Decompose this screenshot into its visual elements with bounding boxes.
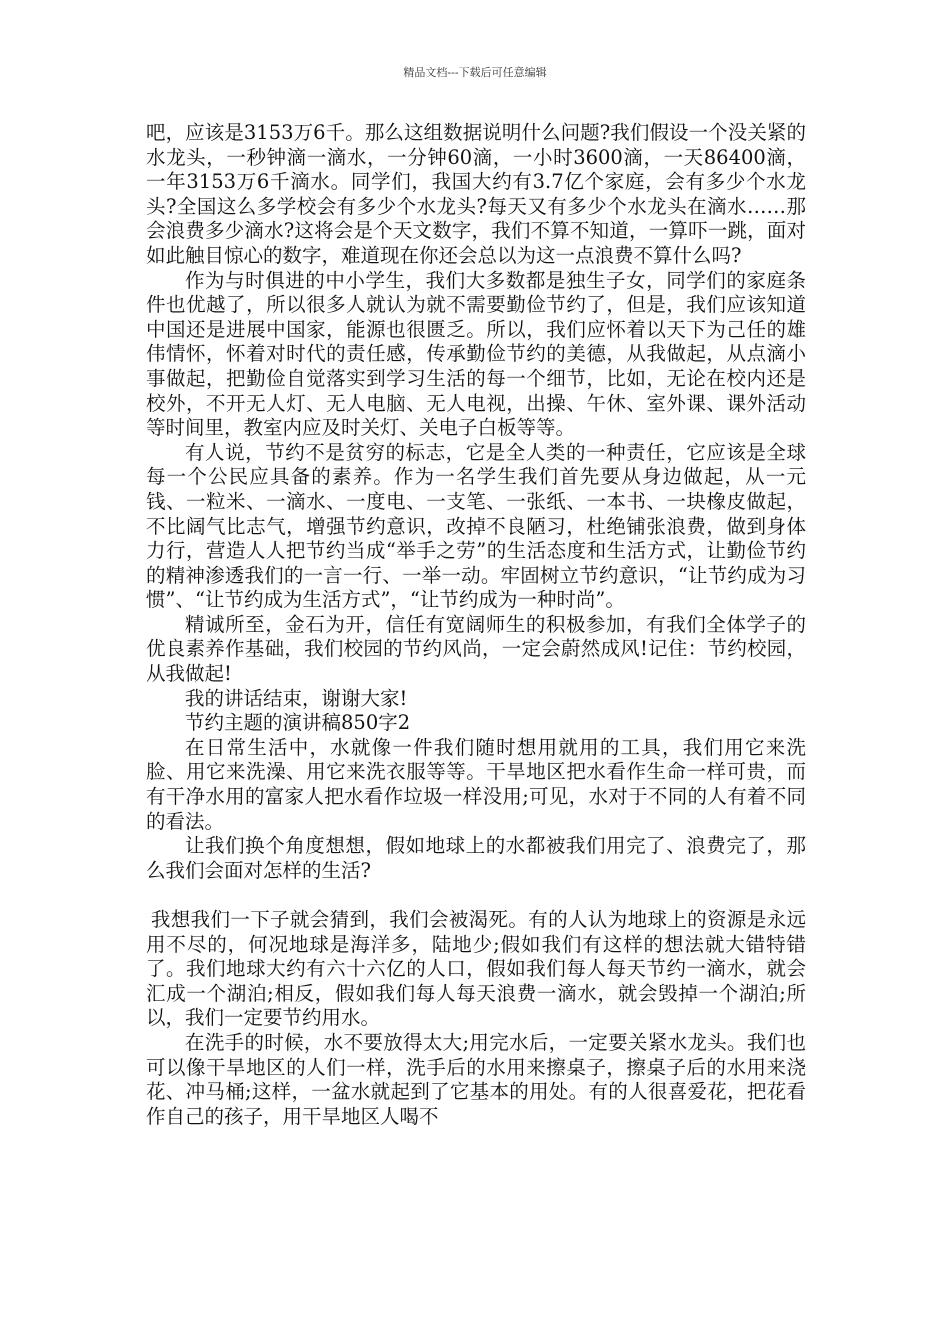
paragraph-8: 在洗手的时候，水不要放得太大;用完水后，一定要关紧水龙头。我们也可以像干旱地区的人们一样，洗手后的水用来擦桌子，擦桌子后的水用来浇花、冲马桶;这样，一盆水就起到了它基本的用处。有的人很喜爱花，把花看作自己的孩子，用干旱地区人喝不 [146, 1030, 806, 1128]
paragraph-5: 在日常生活中，水就像一件我们随时想用就用的工具，我们用它来洗脸、用它来洗澡、用它来洗衣服等等。干旱地区把水看作生命一样可贵，而有干净水用的富家人把水看作垃圾一样没用;可见，水对于不同的人有着不同的看法。 [146, 735, 806, 833]
closing-line: 我的讲话结束，谢谢大家! [185, 686, 408, 710]
section-title: 节约主题的演讲稿850字2 [185, 711, 411, 735]
paragraph-7: 我想我们一下子就会猜到，我们会被渴死。有的人认为地球上的资源是永远用不尽的，何况地球是海洋多，陆地少;假如我们有这样的想法就大错特错了。我们地球大约有六十六亿的人口，假如我们每人每天节约一滴水，就会汇成一个湖泊;相反，假如我们每人每天浪费一滴水，就会毁掉一个湖泊;所以，我们一定要节约用水。 [146, 908, 806, 1030]
paragraph-2: 作为与时俱进的中小学生，我们大多数都是独生子女，同学们的家庭条件也优越了，所以很多人就认为就不需要勤俭节约了，但是，我们应该知道中国还是进展中国家，能源也很匮乏。所以，我们应怀着以天下为己任的雄伟情怀，怀着对时代的责任感，传承勤俭节约的美德，从我做起，从点滴小事做起，把勤俭自觉落实到学习生活的每一个细节，比如，无论在校内还是校外，不开无人灯、无人电脑、无人电视，出操、午休、室外课、课外活动等时间里，教室内应及时关灯、关电子白板等等。 [146, 268, 806, 440]
document-body [146, 121, 806, 1129]
page-header: 精品文档---下载后可任意编辑 [403, 66, 547, 79]
paragraph-3: 有人说，节约不是贫穷的标志，它是全人类的一种责任，它应该是全球每一个公民应具备的素养。作为一名学生我们首先要从身边做起，从一元钱、一粒米、一滴水、一度电、一支笔、一张纸、一本书、一块橡皮做起，不比阔气比志气，增强节约意识，改掉不良陋习，杜绝铺张浪费，做到身体力行，营造人人把节约当成“举手之劳”的生活态度和生活方式，让勤俭节约的精神渗透我们的一言一行、一举一动。牢固树立节约意识，“让节约成为习惯”、“让节约成为生活方式”，“让节约成为一种时尚”。 [146, 440, 806, 612]
paragraph-1: 吧，应该是3153万6千。那么这组数据说明什么问题?我们假设一个没关紧的水龙头，一秒钟滴一滴水，一分钟60滴，一小时3600滴，一天86400滴，一年3153万6千滴水。同学们，我国大约有3.7亿个家庭，会有多少个水龙头?全国这么多学校会有多少个水龙头?每天又有多少个水龙头在滴水……那会浪费多少滴水?这将会是个天文数字，我们不算不知道，一算吓一跳，面对如此触目惊心的数字，难道现在你还会总以为这一点浪费不算什么吗? [146, 121, 806, 267]
paragraph-4: 精诚所至，金石为开，信任有宽阔师生的积极参加，有我们全体学子的优良素养作基础，我们校园的节约风尚，一定会蔚然成风!记住：节约校园，从我做起! [146, 612, 806, 686]
paragraph-6: 让我们换个角度想想，假如地球上的水都被我们用完了、浪费完了，那么我们会面对怎样的生活? [146, 834, 806, 882]
